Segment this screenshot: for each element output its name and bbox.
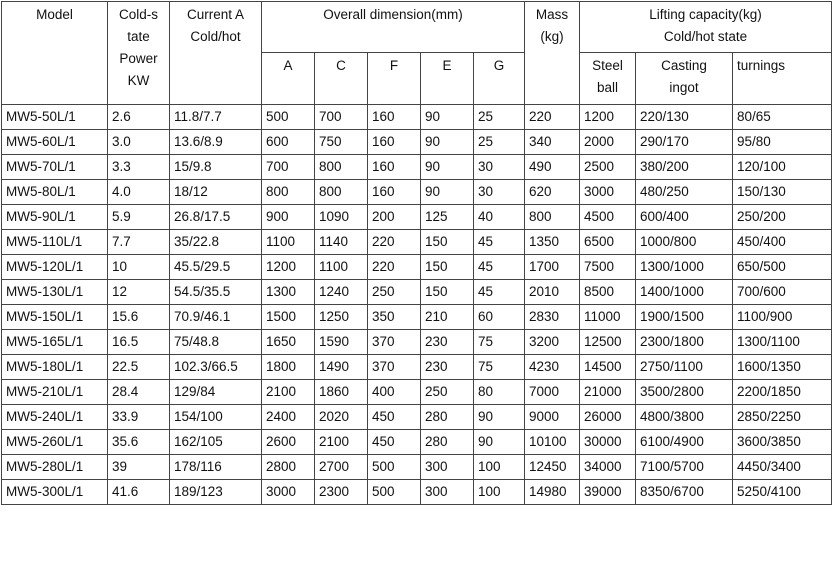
table-cell: 150 (421, 280, 474, 305)
table-cell: 280 (421, 430, 474, 455)
table-cell: 189/123 (170, 480, 262, 505)
table-cell: 1650 (262, 330, 315, 355)
table-cell: 75 (474, 330, 525, 355)
table-cell: 1250 (315, 305, 368, 330)
table-cell: 350 (368, 305, 421, 330)
table-cell: 40 (474, 205, 525, 230)
table-cell: 60 (474, 305, 525, 330)
table-cell: 1590 (315, 330, 368, 355)
table-cell: 2010 (525, 280, 580, 305)
table-cell: 220 (525, 105, 580, 130)
table-cell: 3.0 (108, 130, 170, 155)
table-cell: 21000 (580, 380, 636, 405)
table-cell: 230 (421, 330, 474, 355)
table-cell: 3000 (580, 180, 636, 205)
table-cell: 2830 (525, 305, 580, 330)
table-cell: 500 (368, 480, 421, 505)
table-cell: 3.3 (108, 155, 170, 180)
table-cell: 120/100 (733, 155, 832, 180)
table-cell: 150 (421, 255, 474, 280)
table-cell: 34000 (580, 455, 636, 480)
table-cell: 75 (474, 355, 525, 380)
table-cell: 26.8/17.5 (170, 205, 262, 230)
table-cell: 14500 (580, 355, 636, 380)
table-cell: 300 (421, 455, 474, 480)
table-cell: 280 (421, 405, 474, 430)
table-cell: 102.3/66.5 (170, 355, 262, 380)
table-row (2, 255, 832, 280)
table-cell: 13.6/8.9 (170, 130, 262, 155)
table-cell: 45.5/29.5 (170, 255, 262, 280)
table-cell: 30 (474, 180, 525, 205)
table-cell: 450/400 (733, 230, 832, 255)
table-cell: 2300 (315, 480, 368, 505)
table-cell: 150 (421, 230, 474, 255)
table-cell: 39 (108, 455, 170, 480)
table-cell: 41.6 (108, 480, 170, 505)
table-row (2, 380, 832, 405)
header-steel-ball: Steel ball (580, 53, 636, 105)
table-cell: 4500 (580, 205, 636, 230)
header-mass: Mass (kg) (525, 2, 580, 105)
table-row (2, 305, 832, 330)
table-cell: 35/22.8 (170, 230, 262, 255)
table-cell: 370 (368, 330, 421, 355)
table-cell: 150/130 (733, 180, 832, 205)
table-cell: 1100 (262, 230, 315, 255)
table-cell: MW5-180L/1 (2, 355, 108, 380)
table-cell: 12 (108, 280, 170, 305)
table-cell: 14980 (525, 480, 580, 505)
table-cell: 162/105 (170, 430, 262, 455)
table-cell: 2000 (580, 130, 636, 155)
table-cell: 4800/3800 (636, 405, 733, 430)
table-cell: 1000/800 (636, 230, 733, 255)
table-cell: 340 (525, 130, 580, 155)
table-cell: 1700 (525, 255, 580, 280)
table-cell: 100 (474, 455, 525, 480)
table-cell: MW5-90L/1 (2, 205, 108, 230)
table-cell: 2800 (262, 455, 315, 480)
table-cell: 300 (421, 480, 474, 505)
table-cell: 2100 (315, 430, 368, 455)
table-cell: 1100 (315, 255, 368, 280)
table-cell: 1600/1350 (733, 355, 832, 380)
table-cell: MW5-260L/1 (2, 430, 108, 455)
table-cell: 45 (474, 230, 525, 255)
table-cell: 160 (368, 105, 421, 130)
table-cell: 2200/1850 (733, 380, 832, 405)
table-cell: MW5-150L/1 (2, 305, 108, 330)
table-cell: 800 (315, 155, 368, 180)
table-cell: 2.6 (108, 105, 170, 130)
table-cell: 90 (421, 130, 474, 155)
table-cell: 200 (368, 205, 421, 230)
table-row (2, 130, 832, 155)
table-cell: 700 (315, 105, 368, 130)
table-cell: 33.9 (108, 405, 170, 430)
table-cell: 8350/6700 (636, 480, 733, 505)
table-cell: 800 (525, 205, 580, 230)
table-row (2, 105, 832, 130)
header-current: Current A Cold/hot (170, 2, 262, 105)
table-cell: 80/65 (733, 105, 832, 130)
table-cell: 160 (368, 130, 421, 155)
table-cell: 220/130 (636, 105, 733, 130)
table-cell: 129/84 (170, 380, 262, 405)
table-cell: 1240 (315, 280, 368, 305)
table-cell: 160 (368, 155, 421, 180)
table-cell: 600/400 (636, 205, 733, 230)
table-cell: MW5-70L/1 (2, 155, 108, 180)
table-cell: 45 (474, 280, 525, 305)
table-cell: 230 (421, 355, 474, 380)
table-cell: 6100/4900 (636, 430, 733, 455)
table-cell: 3000 (262, 480, 315, 505)
table-cell: 26000 (580, 405, 636, 430)
table-cell: 7100/5700 (636, 455, 733, 480)
table-cell: MW5-50L/1 (2, 105, 108, 130)
table-cell: 4.0 (108, 180, 170, 205)
header-casting-ingot: Casting ingot (636, 53, 733, 105)
header-dimension: Overall dimension(mm) (262, 2, 525, 53)
table-cell: 380/200 (636, 155, 733, 180)
table-cell: 16.5 (108, 330, 170, 355)
table-cell: 1300 (262, 280, 315, 305)
table-cell: 1350 (525, 230, 580, 255)
table-cell: 10 (108, 255, 170, 280)
table-cell: MW5-60L/1 (2, 130, 108, 155)
table-cell: 8500 (580, 280, 636, 305)
table-cell: 290/170 (636, 130, 733, 155)
table-cell: MW5-210L/1 (2, 380, 108, 405)
table-cell: 12450 (525, 455, 580, 480)
table-cell: 250 (421, 380, 474, 405)
table-row (2, 230, 832, 255)
table-cell: MW5-300L/1 (2, 480, 108, 505)
table-cell: 1900/1500 (636, 305, 733, 330)
table-cell: 700/600 (733, 280, 832, 305)
table-row (2, 430, 832, 455)
table-cell: 25 (474, 130, 525, 155)
table-cell: 2020 (315, 405, 368, 430)
table-header (2, 2, 832, 105)
table-cell: MW5-130L/1 (2, 280, 108, 305)
table-row (2, 405, 832, 430)
table-row (2, 180, 832, 205)
table-cell: 3500/2800 (636, 380, 733, 405)
table-cell: MW5-240L/1 (2, 405, 108, 430)
table-cell: MW5-165L/1 (2, 330, 108, 355)
table-cell: 5250/4100 (733, 480, 832, 505)
table-cell: 2400 (262, 405, 315, 430)
table-cell: 3200 (525, 330, 580, 355)
table-cell: 800 (262, 180, 315, 205)
specification-table (1, 1, 832, 505)
table-cell: 18/12 (170, 180, 262, 205)
table-cell: 7.7 (108, 230, 170, 255)
table-cell: 5.9 (108, 205, 170, 230)
table-cell: 1500 (262, 305, 315, 330)
table-cell: 9000 (525, 405, 580, 430)
table-cell: 220 (368, 230, 421, 255)
table-cell: 35.6 (108, 430, 170, 455)
table-cell: 75/48.8 (170, 330, 262, 355)
table-cell: 2500 (580, 155, 636, 180)
table-cell: 1400/1000 (636, 280, 733, 305)
table-row (2, 330, 832, 355)
table-cell: 125 (421, 205, 474, 230)
header-row-1 (2, 2, 832, 53)
table-cell: 178/116 (170, 455, 262, 480)
table-cell: 12500 (580, 330, 636, 355)
table-cell: 600 (262, 130, 315, 155)
table-cell: 2700 (315, 455, 368, 480)
table-row (2, 155, 832, 180)
table-cell: 1860 (315, 380, 368, 405)
table-row (2, 205, 832, 230)
table-row (2, 455, 832, 480)
table-cell: MW5-280L/1 (2, 455, 108, 480)
table-cell: 1090 (315, 205, 368, 230)
table-cell: 154/100 (170, 405, 262, 430)
table-cell: 90 (421, 155, 474, 180)
table-cell: 30000 (580, 430, 636, 455)
table-row (2, 355, 832, 380)
table-cell: 1200 (262, 255, 315, 280)
header-power: Cold-s tate Power KW (108, 2, 170, 105)
header-turnings: turnings (733, 53, 832, 105)
table-row (2, 480, 832, 505)
table-cell: 11000 (580, 305, 636, 330)
table-cell: 100 (474, 480, 525, 505)
table-cell: 90 (474, 430, 525, 455)
table-cell: 4230 (525, 355, 580, 380)
table-cell: 2600 (262, 430, 315, 455)
table-cell: 450 (368, 430, 421, 455)
header-dim-g: G (474, 53, 525, 105)
table-cell: 15.6 (108, 305, 170, 330)
table-cell: 620 (525, 180, 580, 205)
table-cell: 900 (262, 205, 315, 230)
table-cell: 220 (368, 255, 421, 280)
table-cell: MW5-80L/1 (2, 180, 108, 205)
header-dim-f: F (368, 53, 421, 105)
table-cell: 370 (368, 355, 421, 380)
table-cell: 450 (368, 405, 421, 430)
table-cell: 90 (421, 180, 474, 205)
table-cell: 95/80 (733, 130, 832, 155)
table-cell: 10100 (525, 430, 580, 455)
table-cell: 1490 (315, 355, 368, 380)
header-dim-e: E (421, 53, 474, 105)
header-dim-a: A (262, 53, 315, 105)
table-cell: 210 (421, 305, 474, 330)
table-cell: 80 (474, 380, 525, 405)
table-cell: 2300/1800 (636, 330, 733, 355)
table-cell: 7500 (580, 255, 636, 280)
table-cell: 70.9/46.1 (170, 305, 262, 330)
table-cell: 650/500 (733, 255, 832, 280)
header-lifting-capacity: Lifting capacity(kg) Cold/hot state (580, 2, 832, 53)
table-cell: 480/250 (636, 180, 733, 205)
table-row (2, 280, 832, 305)
table-cell: 11.8/7.7 (170, 105, 262, 130)
table-cell: MW5-110L/1 (2, 230, 108, 255)
table-cell: 54.5/35.5 (170, 280, 262, 305)
table-cell: 750 (315, 130, 368, 155)
table-cell: 3600/3850 (733, 430, 832, 455)
table-cell: 250/200 (733, 205, 832, 230)
table-cell: 6500 (580, 230, 636, 255)
table-cell: 25 (474, 105, 525, 130)
table-cell: 1300/1100 (733, 330, 832, 355)
table-cell: 90 (474, 405, 525, 430)
table-cell: 15/9.8 (170, 155, 262, 180)
table-cell: 1100/900 (733, 305, 832, 330)
table-cell: 1800 (262, 355, 315, 380)
table-cell: 500 (368, 455, 421, 480)
table-cell: 2850/2250 (733, 405, 832, 430)
table-cell: 22.5 (108, 355, 170, 380)
table-cell: 39000 (580, 480, 636, 505)
table-cell: 28.4 (108, 380, 170, 405)
table-cell: MW5-120L/1 (2, 255, 108, 280)
table-cell: 700 (262, 155, 315, 180)
header-dim-c: C (315, 53, 368, 105)
header-model: Model (2, 2, 108, 105)
table-cell: 7000 (525, 380, 580, 405)
table-cell: 45 (474, 255, 525, 280)
table-cell: 250 (368, 280, 421, 305)
table-cell: 2750/1100 (636, 355, 733, 380)
table-cell: 1140 (315, 230, 368, 255)
table-cell: 2100 (262, 380, 315, 405)
table-cell: 800 (315, 180, 368, 205)
table-cell: 160 (368, 180, 421, 205)
table-cell: 500 (262, 105, 315, 130)
table-cell: 400 (368, 380, 421, 405)
table-body (2, 105, 832, 505)
table-cell: 1300/1000 (636, 255, 733, 280)
table-cell: 490 (525, 155, 580, 180)
table-cell: 1200 (580, 105, 636, 130)
table-cell: 90 (421, 105, 474, 130)
table-cell: 30 (474, 155, 525, 180)
table-cell: 4450/3400 (733, 455, 832, 480)
